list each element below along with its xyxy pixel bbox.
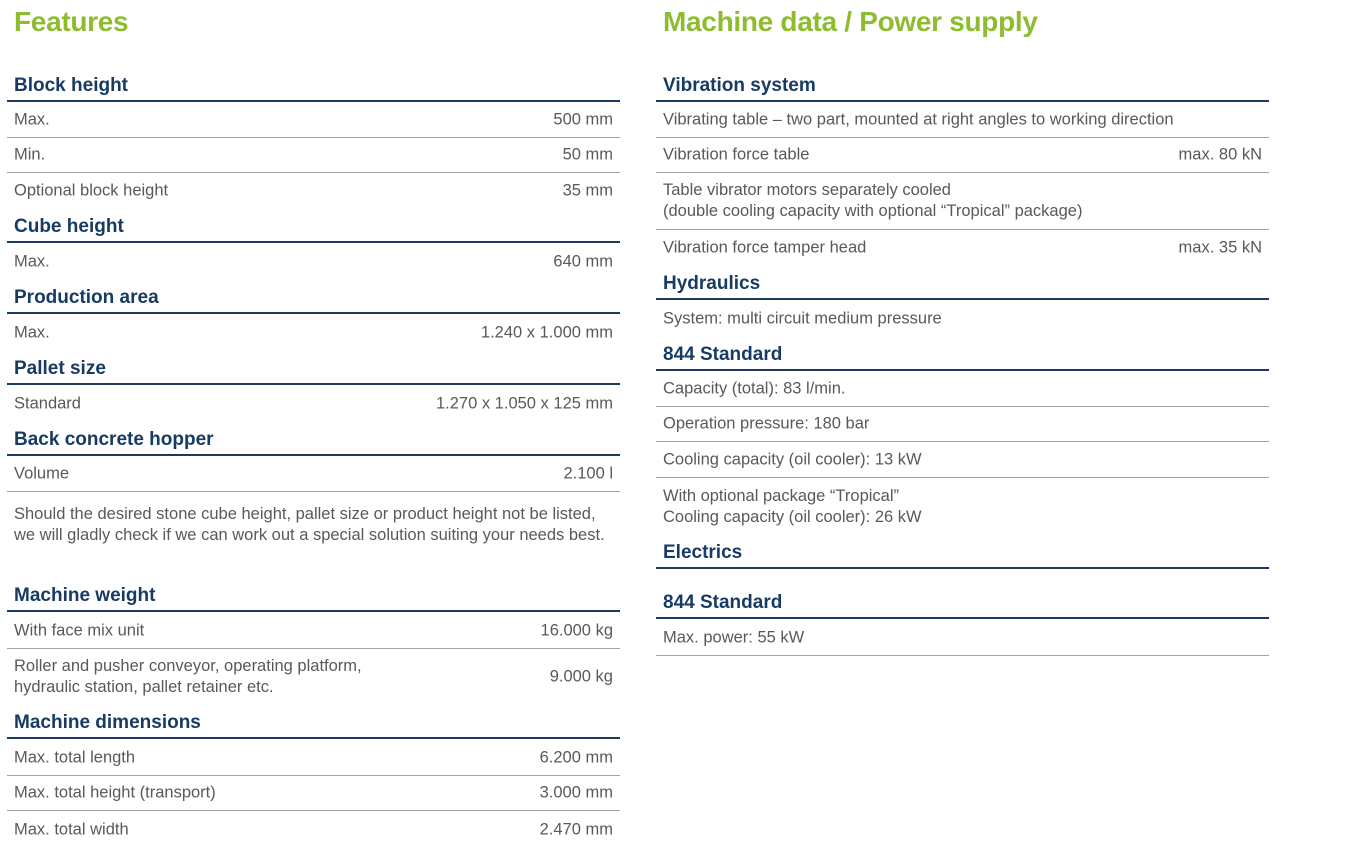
spec-row: Optional block height 35 mm [14,181,613,200]
hydraulics-heading: Hydraulics [656,270,1269,300]
spec-row: Roller and pusher conveyor, operating platform, hydraulic station, pallet retainer etc. 9.000 kg [14,657,613,696]
electrics-standard-heading: 844 Standard [656,589,1269,619]
spec-row: Max. 1.240 x 1.000 mm [14,323,613,342]
spec-row: With optional package “Tropical” Cooling capacity (oil cooler): 26 kW [663,486,922,526]
machine-data-title: Machine data / Power supply [663,6,1038,37]
machine-weight-heading: Machine weight [7,582,620,612]
spec-row: Vibration force tamper head max. 35 kN [663,238,1262,257]
spec-row: Max. total width 2.470 mm [14,820,613,838]
spec-row: Max. 500 mm [7,103,620,138]
spec-row: With face mix unit 16.000 kg [7,613,620,649]
spec-row: Vibrating table – two part, mounted at right angles to working direction [656,103,1269,138]
spec-row: Min. 50 mm [7,138,620,173]
spec-row: Max. total length 6.200 mm [7,740,620,776]
production-area-heading: Production area [7,284,620,314]
hydraulics-standard-heading: 844 Standard [656,341,1269,371]
spec-row: Standard 1.270 x 1.050 x 125 mm [14,394,613,413]
machine-dimensions-heading: Machine dimensions [7,709,620,739]
back-hopper-heading: Back concrete hopper [7,426,620,456]
block-height-heading: Block height [7,72,620,102]
spec-row: Cooling capacity (oil cooler): 13 kW [656,442,1269,478]
electrics-heading: Electrics [656,539,1269,569]
spec-row: Capacity (total): 83 l/min. [656,372,1269,407]
spec-row: System: multi circuit medium pressure [663,309,942,328]
spec-row: Operation pressure: 180 bar [656,407,1269,442]
spec-row: Table vibrator motors separately cooled (double cooling capacity with optional “Tropical” package) [656,173,1269,230]
vibration-system-heading: Vibration system [656,72,1269,102]
cube-height-heading: Cube height [7,213,620,243]
features-title: Features [14,6,129,37]
spec-row: Volume 2.100 l [7,457,620,492]
spec-row: Max. 640 mm [14,252,613,271]
pallet-size-heading: Pallet size [7,355,620,385]
spec-row: Max. total height (transport) 3.000 mm [7,776,620,811]
special-solution-note: Should the desired stone cube height, pallet size or product height not be listed, we will gladly check if we can work out a special solution suiting your needs best. [14,505,605,544]
spec-row: Max. power: 55 kW [656,620,1269,656]
spec-row: Vibration force table max. 80 kN [656,138,1269,173]
